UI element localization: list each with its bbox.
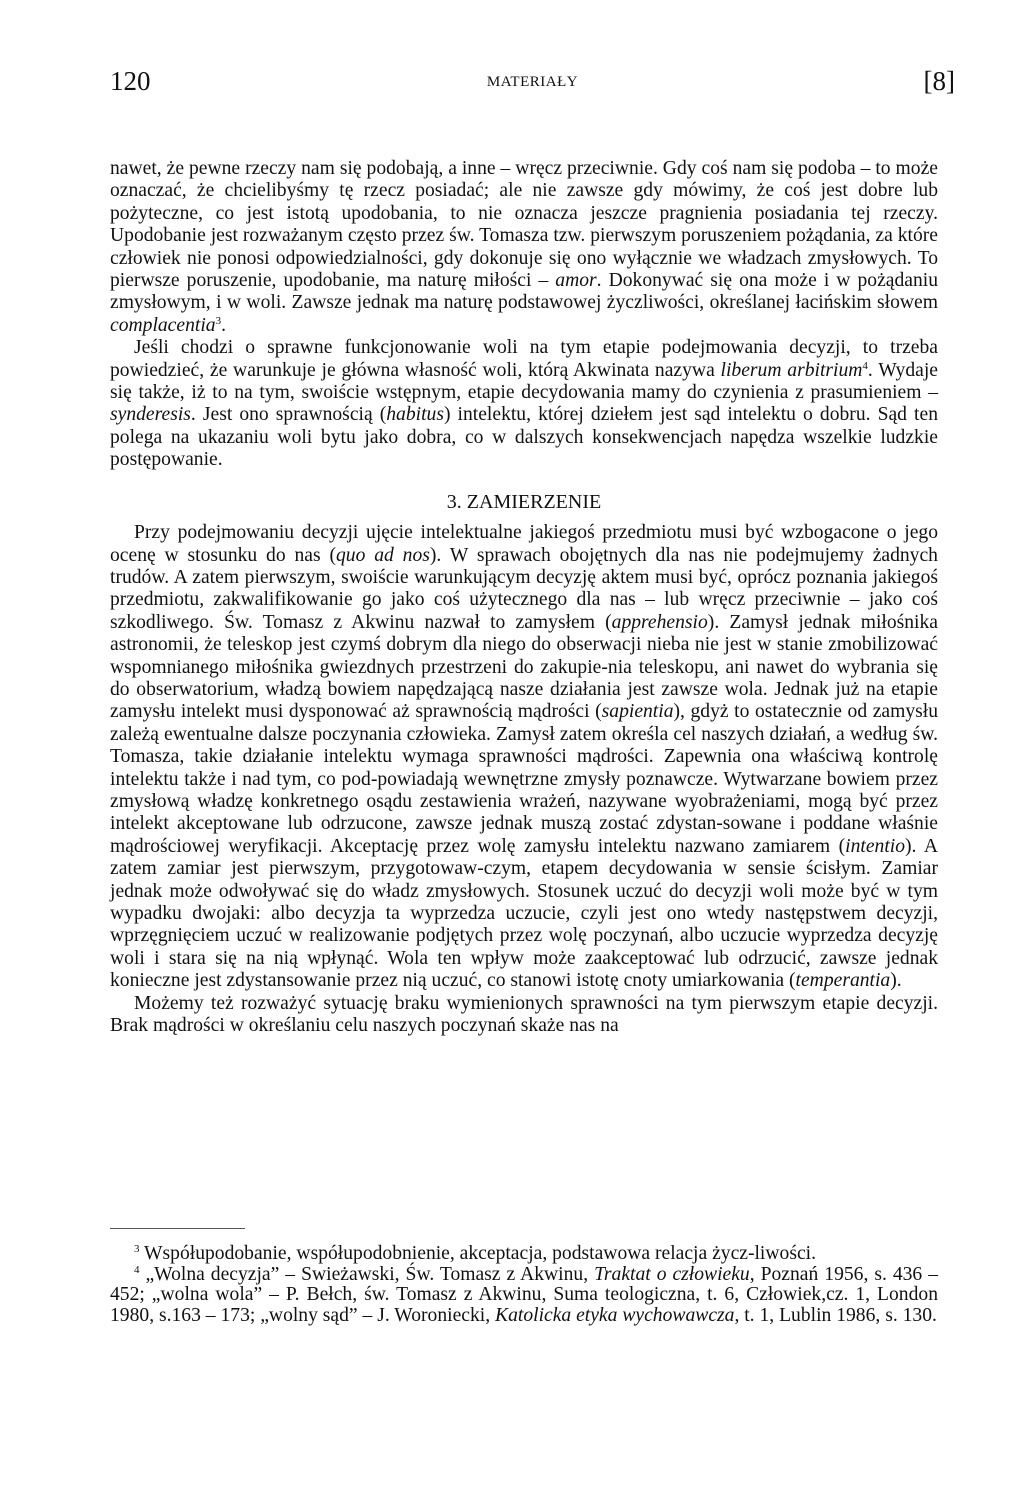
page-number: 120 [110, 66, 151, 96]
footnote-text: „Wolna decyzja” – Swieżawski, Św. Tomasz z Akwinu, [139, 1263, 589, 1285]
paragraph-1 [110, 158, 938, 337]
main-text [110, 158, 938, 1037]
text-run: . [221, 314, 226, 336]
footnote-text: , Poznań 1956, s. 436 – 452; „wolna wola” – P. Bełch, św. Tomasz z Akwinu, Suma teologiczna, t. 6, Człowiek,cz. 1, London 1980, s.163 – 173; „wolny sąd” – J. Woroniecki, [110, 1263, 938, 1326]
footnotes [110, 1244, 938, 1326]
latin-term: sapientia [601, 701, 674, 723]
footnote-number: 3 [134, 1243, 140, 1255]
paragraph-2 [110, 337, 938, 471]
paragraph-4 [110, 993, 938, 1038]
text-run: nawet, że pewne rzeczy nam się podobają, a inne – wręcz przeciwnie. Gdy coś nam się podoba – to może oznaczać, że chcielibyśmy tę rzecz posiadać; ale nie zawsze gdy mówimy, że coś jest dobre lub pożyteczne, co jest istotą upodobania, to nie oznacza jeszcze pragnienia posiadania tej rzeczy. Upodobanie jest rozważanym często przez św. Tomasza tzw. pierwszym poruszeniem pożądania, za które człowiek nie ponosi odpowiedzialności, gdy dokonuje się ono wyłącznie we władzach zmysłowych. To pierwsze poruszenie, upodobanie, ma naturę miłości – [110, 158, 938, 292]
section-reference: [8] [923, 66, 955, 96]
text-run: . Dokonywać się ona może i w pożądaniu zmysłowym, i w woli. Zawsze jednak ma naturę podstawowej życzliwości, określanej łacińskim słowem [110, 270, 938, 314]
book-title: Traktat o człowieku [594, 1263, 750, 1285]
running-title: MATERIAŁY [486, 74, 579, 90]
section-heading: 3. ZAMIERZENIE [446, 490, 602, 513]
text-run: ). [890, 970, 902, 992]
text-run: ), gdyż to ostatecznie od zamysłu zależą ewentualne dalsze poczynania człowieka. Zamysł zatem określa cel naszych działań, a według św. Tomasza, takie działanie intelektu wymaga sprawności mądrości. Zapewnia ona właściwą kontrolę intelektu także i nad tym, co pod-powiadają wewnętrzne zmysły poznawcze. Wytwarzane bowiem przez zmysłową władzę konkretnego osądu zestawienia wrażeń, nazywane wyobrażeniami, mogą być przez intelekt akceptowane lub odrzucone, zawsze jednak muszą zostać zdystan-sowane i poddane właśnie mądrościowej weryfikacji. Akceptację przez wolę zamysłu intelektu nazwano zamiarem ( [110, 701, 938, 857]
text-run: ). W sprawach obojętnych dla nas nie podejmujemy żadnych trudów. A zatem pierwszym, swoiście warunkującym decyzję aktem musi być, oprócz poznania jakiegoś przedmiotu, zakwalifikowanie go jako coś użytecznego dla nas – lub wręcz przeciwnie – jako coś szkodliwego. Św. Tomasz z Akwinu nazwał to zamysłem ( [110, 544, 938, 633]
latin-term: apprehensio [611, 611, 708, 633]
footnote-3 [110, 1244, 938, 1265]
text-run: Jeśli chodzi o sprawne funkcjonowanie woli na tym etapie podejmowania decyzji, to trzeba powiedzieć, że warunkuje je główna własność woli, którą Akwinata nazywa [110, 337, 938, 381]
text-run: ) intelektu, której dziełem jest sąd intelektu o dobru. Sąd ten polega na ukazaniu woli bytu jako dobra, co w dalszych konsekwencjach napędza wszelkie ludzkie postępowanie. [110, 404, 938, 471]
latin-term: intentio [845, 835, 906, 857]
latin-term: complacentia [110, 314, 216, 336]
text-run: Przy podejmowaniu decyzji ujęcie intelektualne jakiegoś przedmiotu musi być wzbogacone o jego ocenę w stosunku do nas ( [110, 522, 938, 566]
latin-term: quo ad nos [336, 544, 430, 566]
latin-term: amor [555, 270, 597, 292]
latin-term: synderesis [110, 404, 191, 426]
text-run: ). Zamysł jednak miłośnika astronomii, że teleskop jest czymś dobrym dla niego do obserwacji nieba nie jest w stanie zmobilizować wspomnianego miłośnika gwiezdnych przestrzeni do zakupie-nia teleskopu, ani nawet do wybrania się do obserwatorium, władzą bowiem napędzającą nasze działania jest zawsze wola. Jednak już na etapie zamysłu intelekt musi dysponować aż sprawnością mądrości ( [110, 611, 938, 723]
latin-term: temperantia [795, 970, 891, 992]
text-run: . Wydaje się także, iż to na tym, swoiście wstępnym, etapie decydowania mamy do czynienia z prasumieniem – [110, 359, 938, 404]
text-run: Możemy też rozważyć sytuację braku wymienionych sprawności na tym pierwszym etapie decyzji. Brak mądrości w określaniu celu naszych poczynań skaże nas na [110, 992, 938, 1037]
footnote-4 [110, 1265, 938, 1327]
footnote-text: , t. 1, Lublin 1986, s. 130. [734, 1304, 937, 1326]
footnote-number: 4 [134, 1263, 140, 1276]
footnote-ref: 4 [862, 359, 868, 372]
page-header [110, 66, 955, 106]
text-run: ). A zatem zamiar jest pierwszym, przygotowaw-czym, etapem decydowania w sensie ścisłym. Zamiar jednak może odwoływać się do władz zmysłowych. Stosunek uczuć do decyzji woli może być w tym wypadku dwojaki: albo decyzja ta wyprzedza uczucie, czyli jest ono wtedy następstwem decyzji, wprzęgnięciem uczuć w realizowanie podjętych przez wolę poczynań, albo uczucie wyprzedza decyzję woli i stara się na nią wpłynąć. Wola ten wpływ może zaakceptować lub odrzucić, zawsze jednak konieczne jest zdystansowanie przez nią uczuć, co stanowi istotę cnoty umiarkowania ( [110, 835, 939, 992]
latin-term: habitus [386, 404, 444, 426]
book-title: Katolicka etyka wychowawcza [495, 1304, 735, 1326]
latin-term: liberum arbitrium [720, 359, 863, 381]
footnote-divider [110, 1228, 245, 1229]
text-run: . Jest ono sprawnością ( [190, 404, 387, 426]
footnote-ref: 3 [215, 314, 222, 327]
paragraph-3 [110, 522, 938, 993]
footnote-text: Współupodobanie, współupodobnienie, akceptacja, podstawowa relacja życz-liwości. [139, 1243, 816, 1264]
